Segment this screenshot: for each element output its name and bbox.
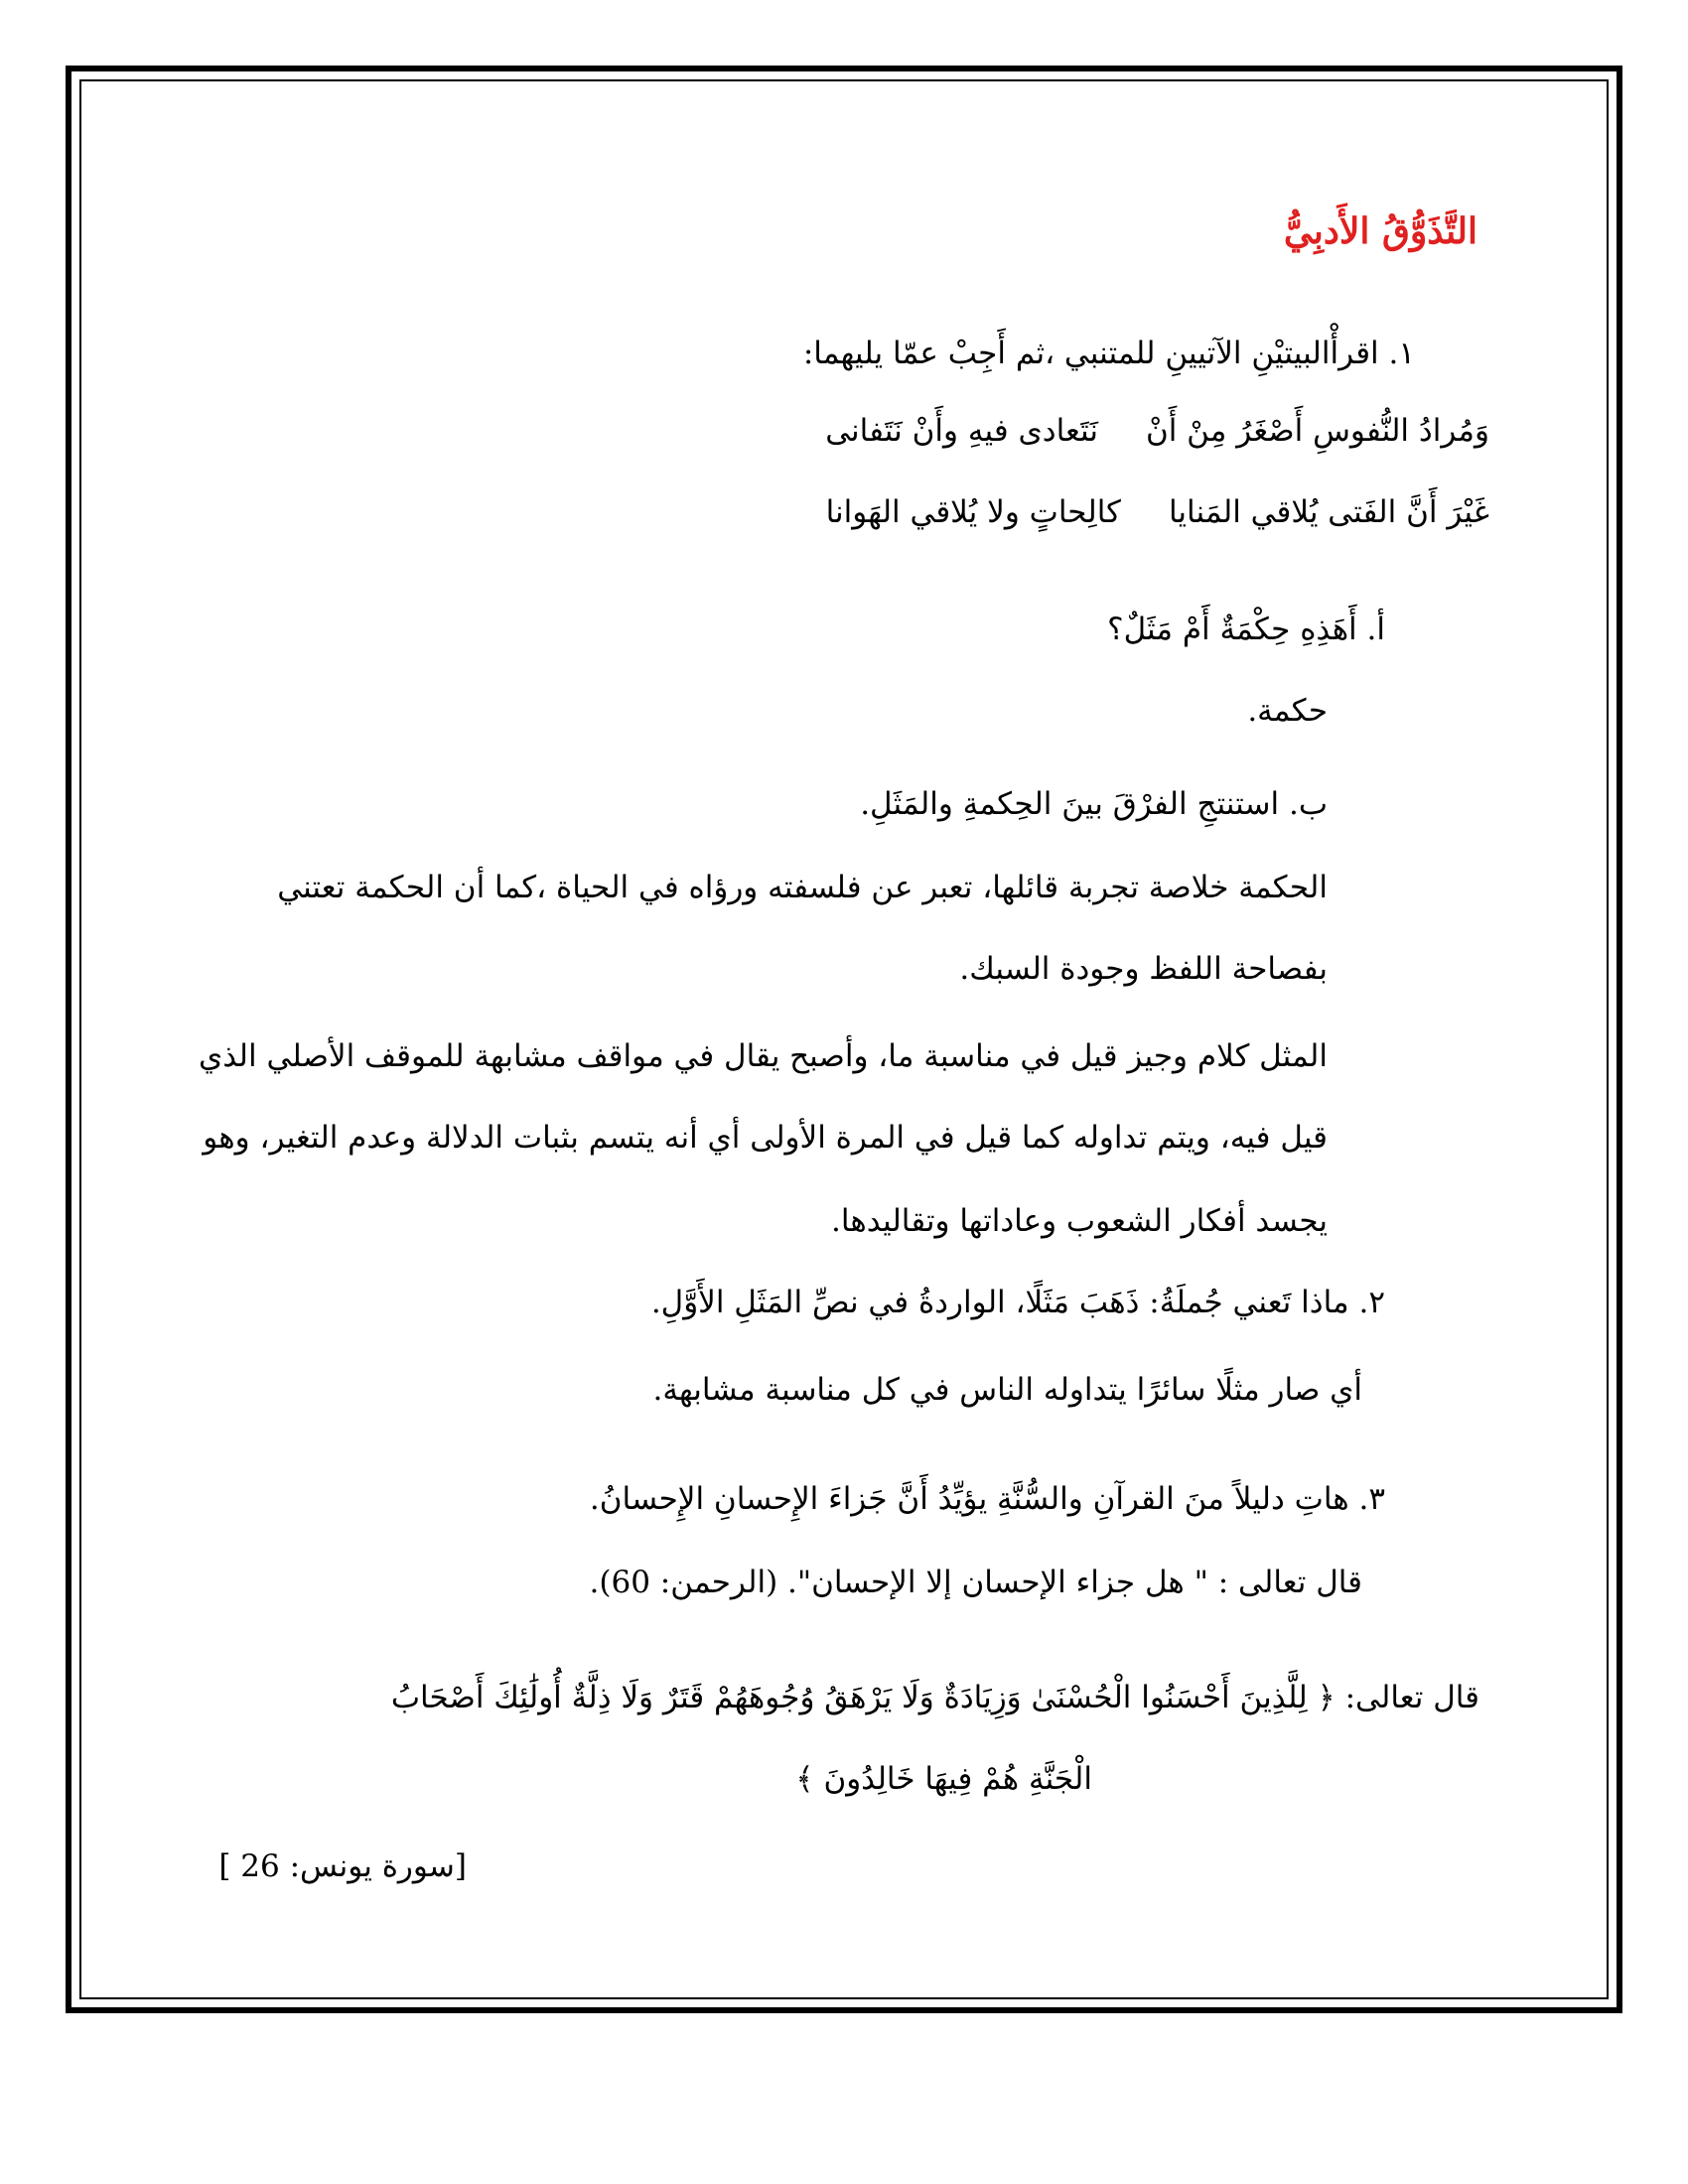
verse-1-first-hemistich: وَمُرادُ النُّفوسِ أَصْغَرُ مِنْ أَنْ <box>1145 413 1489 449</box>
surah-reference: [سورة يونس: 26 ] <box>218 1848 467 1884</box>
q1-prompt: ١. اقرأْالبيتيْنِ الآتيينِ للمتنبي ،ثم أَجِبْ عمّا يليهما: <box>802 336 1415 371</box>
verse-1-second-hemistich: نَتَعادى فيهِ وأَنْ نَتَفانى <box>825 413 1098 449</box>
q1-a-answer: حكمة. <box>1247 693 1328 729</box>
q1-b-answer-line-4: قيل فيه، ويتم تداوله كما قيل في المرة الأولى أي أنه يتسم بثبات الدلالة وعدم التغير، وهو <box>203 1120 1328 1156</box>
quran-verse-line-1: قال تعالى: ﴿ لِلَّذِينَ أَحْسَنُوا الْحُسْنَىٰ وَزِيَادَةٌ وَلَا يَرْهَقُ وُجُوهَهُمْ قَتَرٌ وَلَا ذِلَّةٌ أُولَٰئِكَ أَصْحَابُ <box>390 1680 1479 1715</box>
q1-b-answer-line-2: بفصاحة اللفظ وجودة السبك. <box>959 951 1328 987</box>
q2-answer: أي صار مثلًا سائرًا يتداوله الناس في كل مناسبة مشابهة. <box>652 1372 1362 1408</box>
q1-b-answer-line-1: الحكمة خلاصة تجربة قائلها، تعبر عن فلسفته ورؤاه في الحياة ،كما أن الحكمة تعتني <box>277 870 1328 905</box>
verse-2-second-hemistich: كالِحاتٍ ولا يُلاقي الهَوانا <box>825 494 1121 530</box>
q1-b-answer-line-3: المثل كلام وجيز قيل في مناسبة ما، وأصبح يقال في مواقف مشابهة للموقف الأصلي الذي <box>199 1038 1328 1074</box>
q3-question: ٣. هاتِ دليلاً منَ القرآنِ والسُّنَّةِ يؤيِّدُ أَنَّ جَزاءَ الإِحسانِ الإِحسانُ. <box>589 1481 1385 1517</box>
quran-verse-line-2: الْجَنَّةِ هُمْ فِيهَا خَالِدُونَ ﴾ <box>795 1761 1092 1797</box>
verse-2-first-hemistich: غَيْرَ أَنَّ الفَتى يُلاقي المَنايا <box>1168 494 1489 530</box>
q3-answer: قال تعالى : " هل جزاء الإحسان إلا الإحسان". (الرحمن: 60). <box>589 1565 1362 1600</box>
q2-question: ٢. ماذا تَعني جُملَةُ: ذَهَبَ مَثَلًا، الواردةُ في نصِّ المَثَلِ الأَوَّلِ. <box>650 1285 1385 1320</box>
verse-2 <box>826 492 1489 532</box>
verse-1 <box>825 411 1489 451</box>
q1-b-question: ب. استنتجِ الفرْقَ بينَ الحِكمةِ والمَثَلِ. <box>860 786 1328 822</box>
q1-a-question: أ. أَهَذِهِ حِكْمَةٌ أَمْ مَثَلٌ؟ <box>1107 612 1385 647</box>
page-title: التَّذَوُّقُ الأَدبِيُّ <box>1283 210 1477 252</box>
q1-b-answer-line-5: يجسد أفكار الشعوب وعاداتها وتقاليدها. <box>831 1203 1328 1239</box>
